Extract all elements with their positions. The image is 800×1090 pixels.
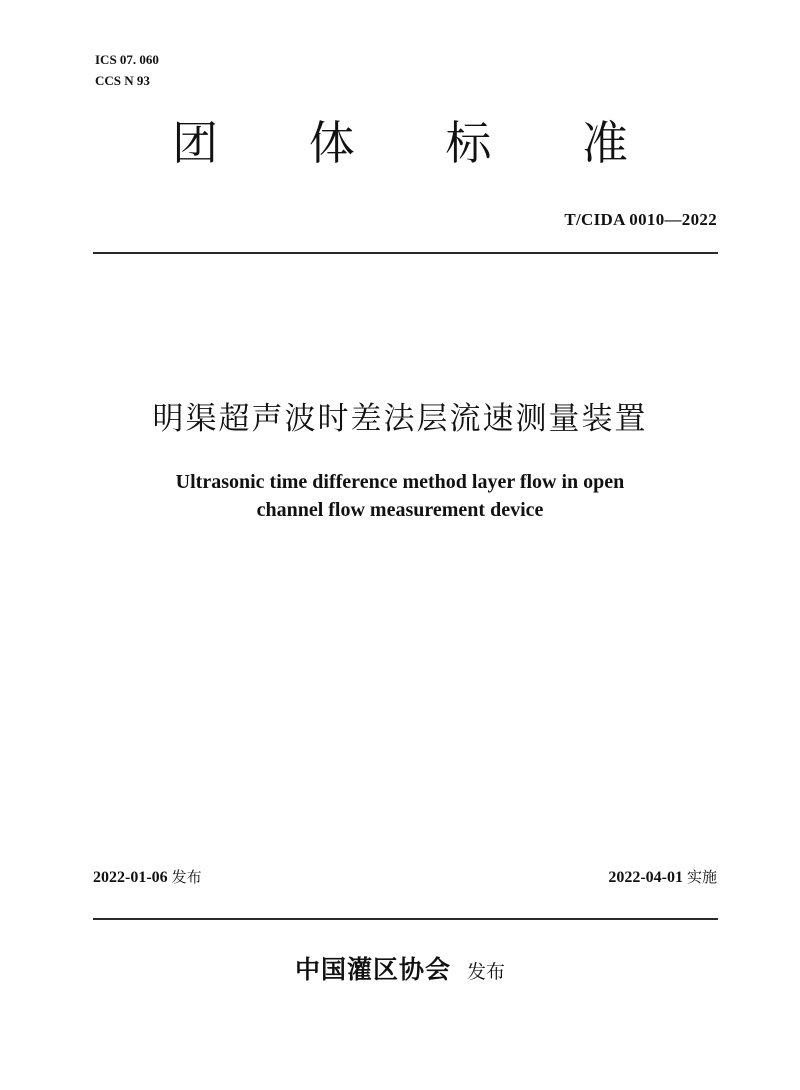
publisher-action: 发布 <box>467 961 506 983</box>
doc-type-char: 标 <box>445 116 492 170</box>
doc-type-char: 准 <box>581 116 628 170</box>
document-type-heading <box>0 113 800 173</box>
title-english-line-2: channel flow measurement device <box>256 499 544 521</box>
standard-number: T/CIDA 0010—2022 <box>564 210 717 229</box>
ccs-code: CCS N 93 <box>95 73 150 88</box>
publisher-line <box>0 950 800 986</box>
title-chinese: 明渠超声波时差法层流速测量装置 <box>152 401 648 437</box>
publisher-organization: 中国灌区协会 <box>294 955 451 984</box>
publish-date-value: 2022-01-06 <box>93 869 168 886</box>
title-english <box>0 468 800 524</box>
doc-type-char: 体 <box>308 116 355 170</box>
implement-date-value: 2022-04-01 <box>608 869 683 886</box>
ics-code: ICS 07. 060 <box>95 52 159 67</box>
publish-date <box>93 866 202 887</box>
implement-date-label: 实施 <box>686 868 717 886</box>
title-english-line-1: Ultrasonic time difference method layer flow in open <box>175 471 625 493</box>
classification-codes <box>95 49 159 91</box>
publish-date-label: 发布 <box>171 868 202 886</box>
implement-date <box>608 866 717 887</box>
top-divider <box>93 252 718 254</box>
bottom-divider <box>93 918 718 920</box>
doc-type-char: 团 <box>172 116 219 170</box>
